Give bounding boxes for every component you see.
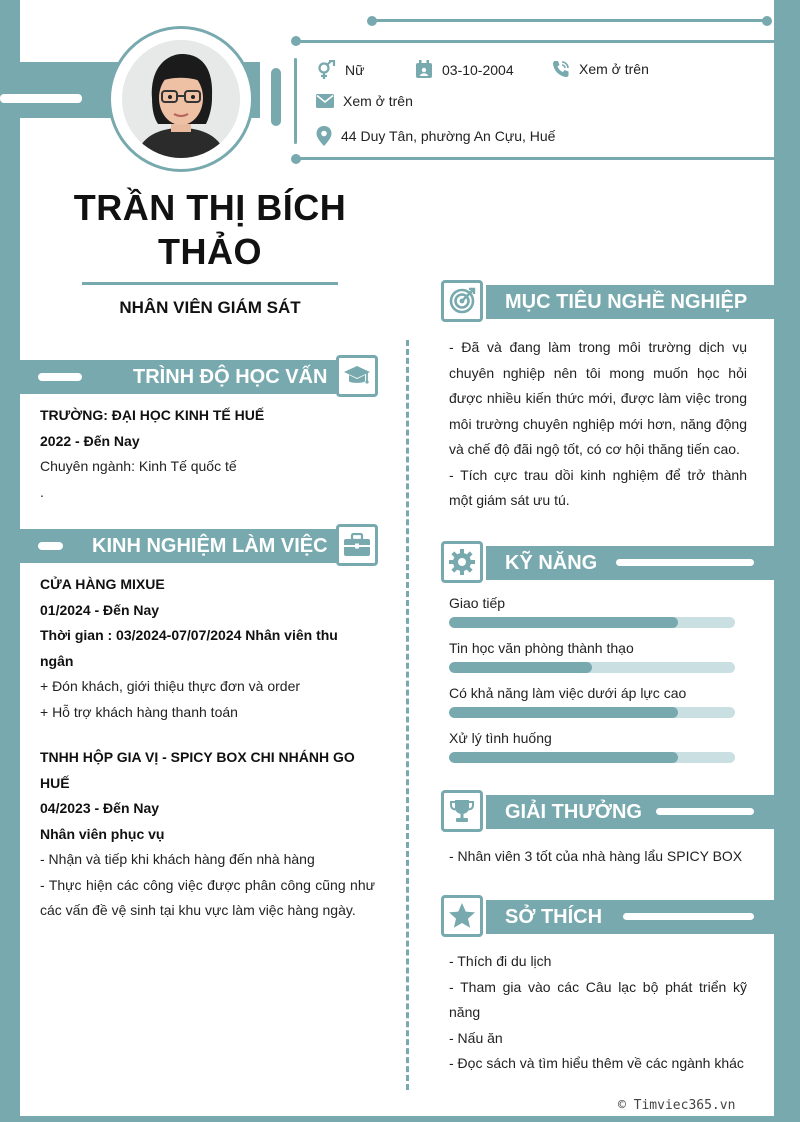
skill-bar-track xyxy=(449,617,735,628)
job-detail: - Thực hiện các công việc được phân công cũng như các vấn đề vệ sinh tại khu vực làm việc hàng ngày. xyxy=(40,876,375,918)
skill-label: Giao tiếp xyxy=(449,595,506,611)
hobbies-body xyxy=(449,949,747,1077)
awards-header-stripe xyxy=(656,808,754,815)
skill-item xyxy=(449,730,735,775)
contact-email xyxy=(316,93,413,109)
skill-item xyxy=(449,595,735,640)
frame-bottom-border xyxy=(0,1116,800,1122)
objective-body xyxy=(449,335,747,514)
job-company: TNHH HỘP GIA VỊ - SPICY BOX CHI NHÁNH GO HUẾ xyxy=(40,749,355,791)
job-period: 04/2023 - Đến Nay xyxy=(40,800,160,816)
skill-bar-fill xyxy=(449,752,678,763)
briefcase-icon xyxy=(343,533,371,557)
skill-bar-fill xyxy=(449,662,592,673)
skill-label: Tin học văn phòng thành thạo xyxy=(449,640,634,656)
skill-bar-fill xyxy=(449,707,678,718)
mail-icon xyxy=(316,94,334,108)
experience-body xyxy=(40,572,375,924)
education-body xyxy=(40,403,380,505)
contact-birthday xyxy=(415,60,514,79)
job-detail: + Đón khách, giới thiệu thực đơn và order xyxy=(40,678,301,694)
gender-value: Nữ xyxy=(345,62,365,78)
award-item: - Nhân viên 3 tốt của nhà hàng lẩu SPICY BOX xyxy=(449,848,743,864)
address-value: 44 Duy Tân, phường An Cựu, Huế xyxy=(341,128,556,144)
skill-label: Có khả năng làm việc dưới áp lực cao xyxy=(449,685,687,701)
phone-value: Xem ở trên xyxy=(579,61,649,77)
email-value: Xem ở trên xyxy=(343,93,413,109)
frame-left-border xyxy=(0,0,20,1122)
skills-icon-box xyxy=(441,541,483,583)
objective-paragraph: - Tích cực trau dồi kinh nghiệm để trở thành một giám sát ưu tú. xyxy=(449,466,747,508)
contact-phone xyxy=(552,60,649,78)
awards-icon-box xyxy=(441,790,483,832)
awards-heading: GIẢI THƯỞNG xyxy=(505,801,642,823)
name-line-1: TRẦN THỊ BÍCH xyxy=(73,187,347,228)
skill-bar-fill xyxy=(449,617,678,628)
experience-header-stripe xyxy=(38,542,63,550)
hobbies-icon-box xyxy=(441,895,483,937)
calendar-icon xyxy=(415,60,433,79)
skill-item xyxy=(449,685,735,730)
frame-right-border xyxy=(774,0,800,1122)
hobbies-heading: SỞ THÍCH xyxy=(505,906,603,928)
birthday-value: 03-10-2004 xyxy=(442,61,514,78)
education-header-stripe xyxy=(38,373,82,381)
education-school: TRƯỜNG: ĐẠI HỌC KINH TẾ HUẾ xyxy=(40,407,265,423)
name-line-2: THẢO xyxy=(158,231,262,272)
graduation-cap-icon xyxy=(343,365,371,387)
education-heading: TRÌNH ĐỘ HỌC VẤN xyxy=(133,366,328,388)
objective-heading: MỤC TIÊU NGHỀ NGHIỆP xyxy=(505,291,748,313)
skill-label: Xử lý tình huống xyxy=(449,730,552,746)
job-detail: - Nhận và tiếp khi khách hàng đến nhà hàng xyxy=(40,851,315,867)
contact-top-dot-end xyxy=(762,16,772,26)
location-pin-icon xyxy=(316,126,332,146)
name-underline xyxy=(82,282,338,285)
hobby-item: - Tham gia vào các Câu lạc bộ phát triển kỹ năng xyxy=(449,978,747,1020)
header-band-stripe xyxy=(0,94,82,103)
phone-icon xyxy=(552,60,570,78)
contact-gender xyxy=(316,60,364,80)
objective-icon-box xyxy=(441,280,483,322)
experience-heading: KINH NGHIỆM LÀM VIỆC xyxy=(92,535,328,557)
contact-box-top-line xyxy=(296,40,774,43)
education-period: 2022 - Đến Nay xyxy=(40,432,140,449)
column-divider xyxy=(406,340,409,1090)
skill-bar-track xyxy=(449,752,735,763)
education-icon-box xyxy=(336,355,378,397)
avatar xyxy=(122,40,240,158)
hobbies-header-stripe xyxy=(623,913,754,920)
hobby-item: - Thích đi du lịch xyxy=(449,953,552,969)
skills-list xyxy=(449,595,735,775)
job-role: Nhân viên phục vụ xyxy=(40,825,165,842)
job-detail: + Hỗ trợ khách hàng thanh toán xyxy=(40,703,238,720)
job-title: NHÂN VIÊN GIÁM SÁT xyxy=(119,298,301,317)
skill-item xyxy=(449,640,735,685)
candidate-name xyxy=(40,186,380,274)
job-role: Thời gian : 03/2024-07/07/2024 Nhân viên thu ngân xyxy=(40,627,338,669)
skill-bar-track xyxy=(449,662,735,673)
trophy-icon xyxy=(449,798,475,824)
experience-icon-box xyxy=(336,524,378,566)
skills-heading: KỸ NĂNG xyxy=(505,552,598,574)
objective-paragraph: - Đã và đang làm trong môi trường dịch vụ chuyên nghiệp nên tôi mong muốn học hỏi được nhiều kiến thức mới, được làm việc trong môi trường chuyên nghiệp mới hơn, năng động và chế độ đãi ngộ tốt, có cơ hội thăng tiến cao. xyxy=(449,339,747,457)
contact-box-bottom-line xyxy=(296,157,774,160)
job-entry xyxy=(40,745,375,924)
hobby-item: - Nấu ăn xyxy=(449,1029,503,1046)
target-icon xyxy=(448,287,476,315)
education-note: . xyxy=(40,483,44,500)
watermark: © Timviec365.vn xyxy=(618,1098,736,1113)
skill-bar-track xyxy=(449,707,735,718)
header-pill xyxy=(271,68,281,126)
awards-body xyxy=(449,844,749,870)
skills-header-stripe xyxy=(616,559,754,566)
gender-icon xyxy=(316,60,336,80)
star-icon xyxy=(448,902,476,930)
education-major: Chuyên ngành: Kinh Tế quốc tế xyxy=(40,458,237,474)
job-entry xyxy=(40,572,375,725)
job-period: 01/2024 - Đến Nay xyxy=(40,601,160,618)
gear-icon xyxy=(448,548,476,576)
hobby-item: - Đọc sách và tìm hiểu thêm về các ngành khác xyxy=(449,1055,744,1071)
contact-address xyxy=(316,126,555,146)
job-company: CỬA HÀNG MIXUE xyxy=(40,576,165,592)
contact-top-line xyxy=(372,19,766,22)
contact-box-left-line xyxy=(294,58,297,144)
